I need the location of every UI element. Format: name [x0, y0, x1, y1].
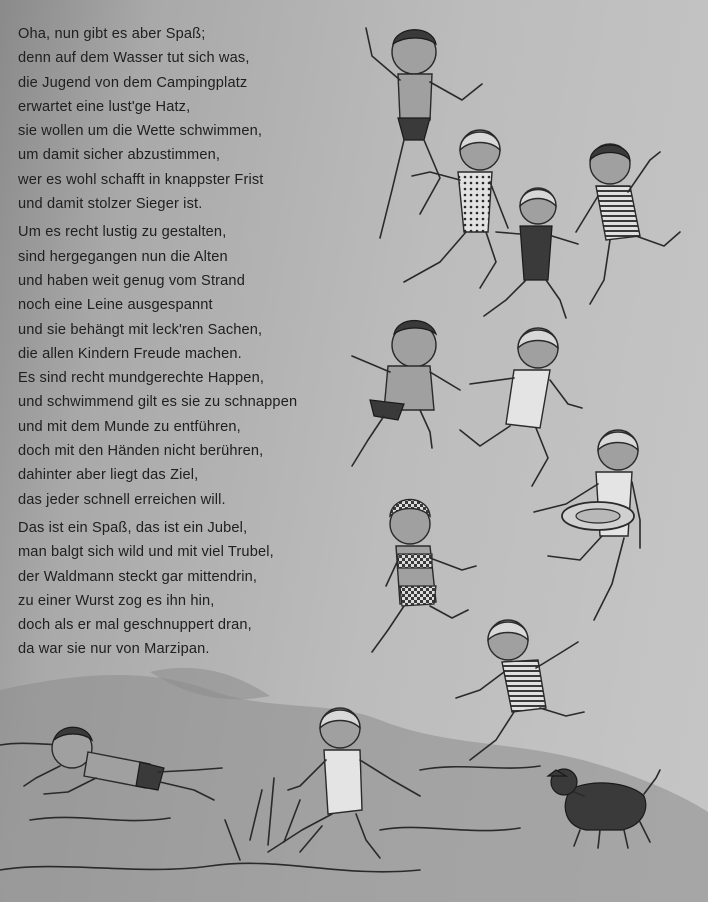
poem-line: da war sie nur von Marzipan.	[18, 641, 210, 658]
poem-line: noch eine Leine ausgespannt	[18, 297, 213, 314]
poem-line: die allen Kindern Freude machen.	[18, 345, 242, 362]
child-polka-dot-suit	[404, 130, 508, 288]
poem-line: Das ist ein Spaß, das ist ein Jubel,	[18, 519, 248, 536]
poem-line: man balgt sich wild und mit viel Trubel,	[18, 544, 274, 561]
poem-line: wer es wohl schafft in knappster Frist	[18, 171, 264, 188]
poem-line: doch mit den Händen nicht berühren,	[18, 443, 264, 460]
poem-line: dahinter aber liegt das Ziel,	[18, 467, 199, 484]
poem-line: sie wollen um die Wette schwimmen,	[18, 123, 263, 140]
child-striped-runner	[456, 620, 584, 760]
poem-line: zu einer Wurst zog es ihn hin,	[18, 592, 215, 609]
poem-line: der Waldmann steckt gar mittendrin,	[18, 568, 258, 585]
poem-line: die Jugend von dem Campingplatz	[18, 74, 248, 91]
poem-line: Oha, nun gibt es aber Spaß;	[18, 26, 206, 42]
poem-line: Um es recht lustig zu gestalten,	[18, 224, 227, 241]
poem-line: Es sind recht mundgerechte Happen,	[18, 370, 265, 387]
poem-line: und damit stolzer Sieger ist.	[18, 196, 203, 213]
poem-line: und sie behängt mit leck'ren Sachen,	[18, 321, 263, 338]
poem-line: und mit dem Munde zu entführen,	[18, 418, 241, 435]
poem-line: das jeder schnell erreichen will.	[18, 491, 226, 508]
child-white-suit	[460, 328, 582, 486]
poem-line: sind hergegangen nun die Alten	[18, 248, 228, 265]
poem-line: und haben weit genug vom Strand	[18, 272, 245, 289]
child-bikini	[372, 500, 476, 653]
poem-line: doch als er mal geschnuppert dran,	[18, 617, 252, 634]
child-dark-suit	[484, 188, 578, 318]
poem-line: und schwimmend gilt es sie zu schnappen	[18, 394, 298, 411]
poem-line: denn auf dem Wasser tut sich was,	[18, 50, 250, 67]
poem-line: um damit sicher abzustimmen,	[18, 147, 221, 164]
poem-line: erwartet eine lust'ge Hatz,	[18, 98, 191, 115]
child-swim-ring	[534, 430, 640, 620]
toddler-running	[352, 321, 460, 467]
child-striped-suit	[576, 144, 680, 304]
